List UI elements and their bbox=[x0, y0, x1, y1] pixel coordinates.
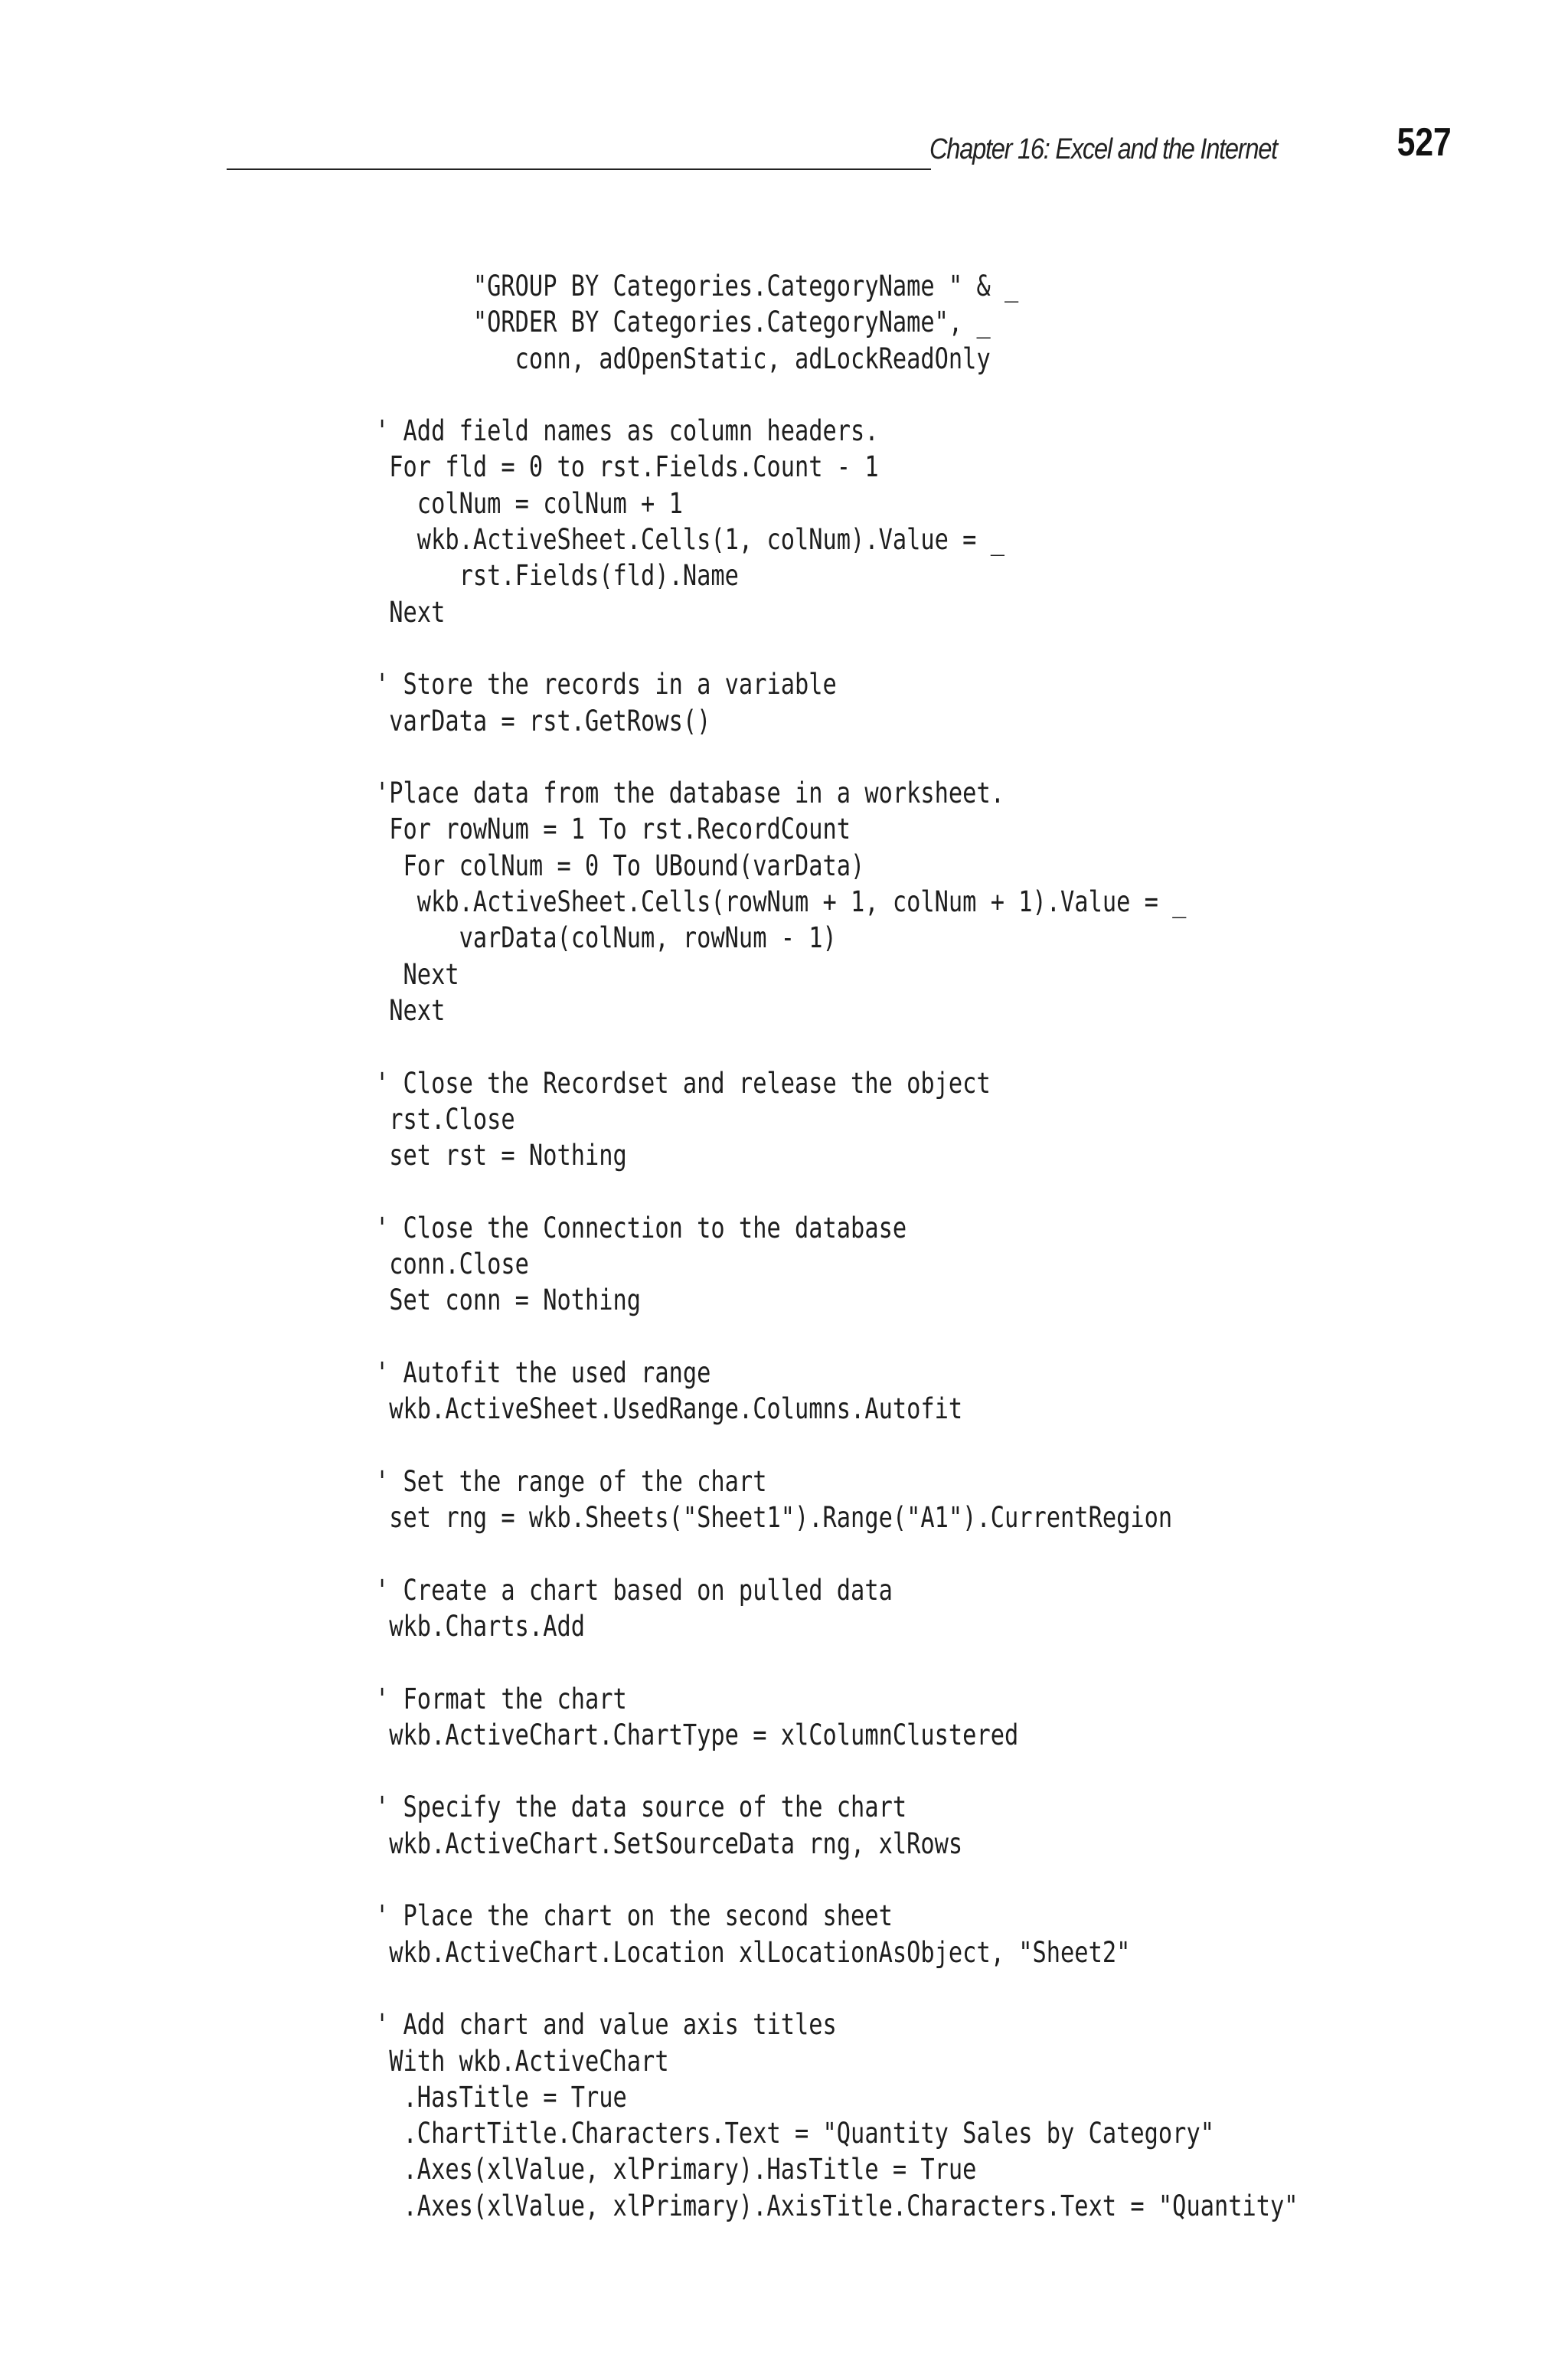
code-blank-line bbox=[375, 1428, 1298, 1464]
code-blank-line bbox=[375, 1029, 1298, 1065]
code-line: set rst = Nothing bbox=[375, 1139, 627, 1172]
code-line: ' Create a chart based on pulled data bbox=[375, 1573, 893, 1607]
code-line: wkb.ActiveChart.ChartType = xlColumnClustered bbox=[375, 1718, 1019, 1751]
code-line: .ChartTitle.Characters.Text = "Quantity Sales by Category" bbox=[375, 2117, 1214, 2150]
code-line: .HasTitle = True bbox=[375, 2080, 627, 2114]
code-line: ' Autofit the used range bbox=[375, 1356, 711, 1389]
code-line: wkb.ActiveChart.Location xlLocationAsObject, "Sheet2" bbox=[375, 1935, 1131, 1969]
code-line: For rowNum = 1 To rst.RecordCount bbox=[375, 813, 851, 846]
code-line: wkb.ActiveSheet.Cells(rowNum + 1, colNum + 1).Value = _ bbox=[375, 885, 1187, 919]
code-blank-line bbox=[375, 1173, 1298, 1209]
code-line: colNum = colNum + 1 bbox=[375, 486, 683, 520]
code-line: .Axes(xlValue, xlPrimary).AxisTitle.Characters.Text = "Quantity" bbox=[375, 2189, 1298, 2222]
chapter-title: Chapter 16: Excel and the Internet bbox=[929, 133, 1277, 165]
code-line: ' Format the chart bbox=[375, 1682, 627, 1715]
code-line: rst.Close bbox=[375, 1102, 515, 1136]
code-line: wkb.Charts.Add bbox=[375, 1609, 585, 1643]
code-line: Next bbox=[375, 993, 446, 1027]
code-line: Next bbox=[375, 957, 459, 991]
code-line: conn, adOpenStatic, adLockReadOnly bbox=[375, 342, 991, 375]
code-blank-line bbox=[375, 739, 1298, 775]
code-line: .Axes(xlValue, xlPrimary).HasTitle = True bbox=[375, 2153, 977, 2186]
code-line: "GROUP BY Categories.CategoryName " & _ bbox=[375, 270, 1019, 303]
page-number: 527 bbox=[1396, 120, 1452, 165]
code-line: varData(colNum, rowNum - 1) bbox=[375, 921, 837, 955]
code-line: ' Set the range of the chart bbox=[375, 1464, 767, 1498]
code-line: ' Specify the data source of the chart bbox=[375, 1791, 907, 1824]
code-line: ' Add chart and value axis titles bbox=[375, 2008, 837, 2042]
code-line: For colNum = 0 To UBound(varData) bbox=[375, 849, 865, 882]
code-line: varData = rst.GetRows() bbox=[375, 704, 711, 737]
code-line: ' Place the chart on the second sheet bbox=[375, 1899, 893, 1933]
code-line: For fld = 0 to rst.Fields.Count - 1 bbox=[375, 450, 879, 484]
code-line: wkb.ActiveChart.SetSourceData rng, xlRows bbox=[375, 1827, 963, 1860]
code-listing bbox=[375, 268, 1298, 2224]
page-header bbox=[227, 119, 1470, 173]
code-line: "ORDER BY Categories.CategoryName", _ bbox=[375, 306, 991, 339]
code-blank-line bbox=[375, 1753, 1298, 1789]
code-line: Next bbox=[375, 595, 446, 629]
code-line: ' Store the records in a variable bbox=[375, 668, 837, 702]
code-line: Set conn = Nothing bbox=[375, 1284, 642, 1317]
header-rule bbox=[227, 168, 931, 170]
code-blank-line bbox=[375, 1862, 1298, 1898]
code-line: set rng = wkb.Sheets("Sheet1").Range("A1").CurrentRegion bbox=[375, 1501, 1173, 1535]
code-line: wkb.ActiveSheet.Cells(1, colNum).Value = _ bbox=[375, 523, 1004, 557]
code-blank-line bbox=[375, 630, 1298, 666]
code-blank-line bbox=[375, 1644, 1298, 1680]
code-blank-line bbox=[375, 1535, 1298, 1571]
code-blank-line bbox=[375, 1319, 1298, 1355]
code-line: conn.Close bbox=[375, 1248, 529, 1281]
code-line: ' Close the Recordset and release the object bbox=[375, 1066, 991, 1100]
code-line: ' Close the Connection to the database bbox=[375, 1211, 907, 1244]
code-line: 'Place data from the database in a worksheet. bbox=[375, 777, 1004, 810]
code-line: ' Add field names as column headers. bbox=[375, 414, 879, 448]
code-line: With wkb.ActiveChart bbox=[375, 2044, 669, 2078]
code-line: wkb.ActiveSheet.UsedRange.Columns.Autofit bbox=[375, 1392, 963, 1426]
code-blank-line bbox=[375, 1970, 1298, 2006]
code-blank-line bbox=[375, 377, 1298, 413]
code-line: rst.Fields(fld).Name bbox=[375, 559, 739, 593]
